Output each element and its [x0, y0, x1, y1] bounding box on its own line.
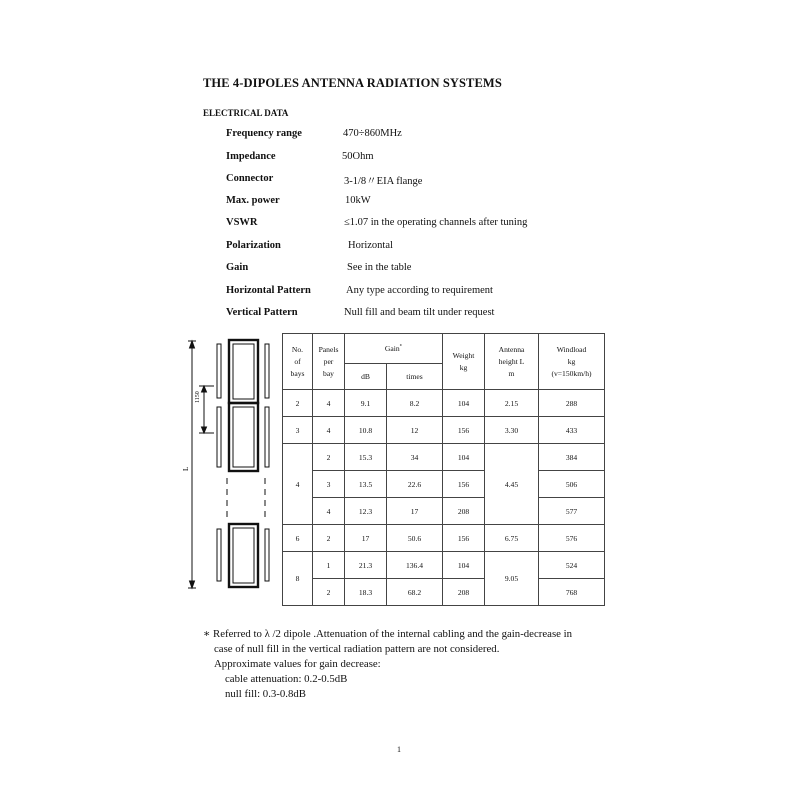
cell-panels: 1 — [313, 552, 345, 579]
spec-label: Impedance — [226, 151, 276, 162]
cell-times: 136.4 — [387, 552, 443, 579]
cell-db: 9.1 — [345, 390, 387, 417]
cell-weight: 156 — [443, 525, 485, 552]
cell-panels: 2 — [313, 444, 345, 471]
cell-bays: 6 — [283, 525, 313, 552]
cell-bays: 4 — [283, 444, 313, 525]
spec-value: Any type according to requirement — [346, 285, 493, 296]
cell-bays: 3 — [283, 417, 313, 444]
cell-height: 4.45 — [485, 444, 539, 525]
spec-value: 470÷860MHz — [343, 128, 402, 139]
continuation-dashes — [227, 478, 265, 521]
footnote-line: null fill: 0.3-0.8dB — [225, 688, 306, 700]
document-title: THE 4-DIPOLES ANTENNA RADIATION SYSTEMS — [203, 76, 502, 90]
cell-db: 18.3 — [345, 579, 387, 606]
cell-weight: 104 — [443, 552, 485, 579]
spec-value: ≤1.07 in the operating channels after tuning — [344, 217, 528, 228]
cell-height: 9.05 — [485, 552, 539, 606]
cell-times: 8.2 — [387, 390, 443, 417]
header-antenna-height: Antenna height L m — [485, 334, 539, 390]
cell-windload: 524 — [539, 552, 605, 579]
spec-label: Connector — [226, 173, 274, 184]
table-row — [283, 471, 605, 498]
spec-value: Null fill and beam tilt under request — [344, 307, 495, 318]
footnote-line: cable attenuation: 0.2-0.5dB — [225, 673, 348, 685]
header-panels: Panels per bay — [313, 334, 345, 390]
cell-db: 12.3 — [345, 498, 387, 525]
antenna-bay-last — [217, 524, 269, 587]
bay-spacing-label: 1150 — [195, 391, 201, 403]
cell-bays: 2 — [283, 390, 313, 417]
table-row — [283, 525, 605, 552]
header-windload: Windload kg (v=150km/h) — [539, 334, 605, 390]
cell-weight: 208 — [443, 579, 485, 606]
spec-label: Frequency range — [226, 128, 302, 139]
footnote-line: Approximate values for gain decrease: — [214, 658, 381, 670]
footnote — [203, 627, 572, 702]
footnote-line: case of null fill in the vertical radiation pattern are not considered. — [214, 643, 500, 655]
cell-weight: 208 — [443, 498, 485, 525]
antenna-stack-diagram — [180, 333, 280, 605]
cell-panels: 4 — [313, 390, 345, 417]
spec-value: 3-1/8〃EIA flange — [344, 176, 423, 187]
cell-db: 10.8 — [345, 417, 387, 444]
cell-height: 3.30 — [485, 417, 539, 444]
cell-db: 15.3 — [345, 444, 387, 471]
cell-db: 21.3 — [345, 552, 387, 579]
section-heading-electrical-data: ELECTRICAL DATA — [203, 108, 289, 118]
cell-db: 17 — [345, 525, 387, 552]
cell-bays: 8 — [283, 552, 313, 606]
height-label: L — [182, 466, 190, 471]
table-row — [283, 444, 605, 471]
cell-db: 13.5 — [345, 471, 387, 498]
cell-times: 22.6 — [387, 471, 443, 498]
cell-times: 68.2 — [387, 579, 443, 606]
cell-times: 17 — [387, 498, 443, 525]
footnote-line: ∗ Referred to λ /2 dipole .Attenuation of the internal cabling and the gain-decrease in — [203, 628, 573, 640]
spec-value: Horizontal — [348, 240, 393, 251]
gain-table — [282, 333, 605, 606]
antenna-bay-2 — [217, 403, 269, 471]
table-header-row — [283, 334, 605, 364]
page-number: 1 — [397, 745, 401, 754]
cell-weight: 104 — [443, 390, 485, 417]
cell-height: 6.75 — [485, 525, 539, 552]
cell-windload: 288 — [539, 390, 605, 417]
cell-times: 12 — [387, 417, 443, 444]
cell-windload: 768 — [539, 579, 605, 606]
cell-weight: 156 — [443, 471, 485, 498]
spec-label: Gain — [226, 262, 249, 273]
spec-label: Horizontal Pattern — [226, 285, 311, 296]
spec-label: Polarization — [226, 240, 281, 251]
cell-panels: 4 — [313, 498, 345, 525]
table-row — [283, 417, 605, 444]
cell-panels: 2 — [313, 579, 345, 606]
table-row — [283, 579, 605, 606]
spec-label: Vertical Pattern — [226, 307, 298, 318]
spec-value: 50Ohm — [342, 151, 374, 162]
spec-value: 10kW — [345, 195, 371, 206]
table-row — [283, 552, 605, 579]
table-row — [283, 390, 605, 417]
cell-times: 50.6 — [387, 525, 443, 552]
spec-value: See in the table — [347, 262, 412, 273]
spec-label: Max. power — [226, 195, 280, 206]
cell-windload: 506 — [539, 471, 605, 498]
header-times: times — [387, 364, 443, 390]
cell-weight: 156 — [443, 417, 485, 444]
antenna-bay-1 — [217, 340, 269, 403]
table-row — [283, 498, 605, 525]
cell-panels: 2 — [313, 525, 345, 552]
spec-label: VSWR — [226, 217, 258, 228]
cell-windload: 433 — [539, 417, 605, 444]
cell-panels: 3 — [313, 471, 345, 498]
header-gain: Gain* — [345, 334, 443, 364]
cell-weight: 104 — [443, 444, 485, 471]
cell-windload: 577 — [539, 498, 605, 525]
cell-windload: 384 — [539, 444, 605, 471]
header-weight: Weight kg — [443, 334, 485, 390]
header-bays: No. of bays — [283, 334, 313, 390]
header-db: dB — [345, 364, 387, 390]
cell-windload: 576 — [539, 525, 605, 552]
cell-height: 2.15 — [485, 390, 539, 417]
cell-panels: 4 — [313, 417, 345, 444]
cell-times: 34 — [387, 444, 443, 471]
